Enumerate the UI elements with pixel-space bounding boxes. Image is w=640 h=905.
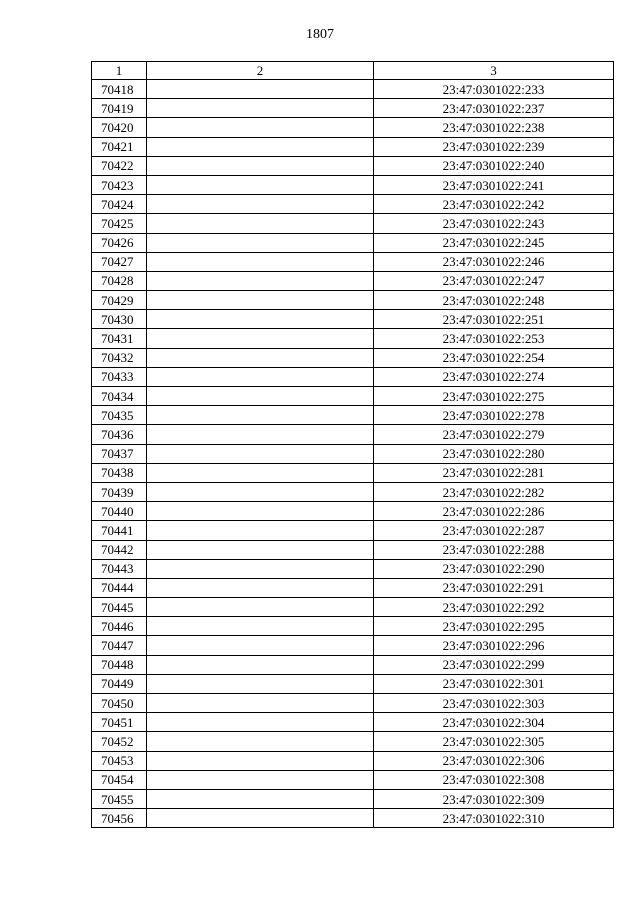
page-number: 1807 — [306, 27, 334, 42]
table-row — [92, 195, 614, 214]
cadastral-number-cell: 23:47:0301022:279 — [374, 425, 614, 444]
column-2-cell — [147, 156, 374, 175]
row-number-cell: 70446 — [92, 617, 147, 636]
column-2-cell — [147, 99, 374, 118]
row-number-cell: 70436 — [92, 425, 147, 444]
column-2-cell — [147, 713, 374, 732]
cadastral-number-cell: 23:47:0301022:281 — [374, 463, 614, 482]
table-row — [92, 598, 614, 617]
column-2-cell — [147, 137, 374, 156]
cadastral-number-cell: 23:47:0301022:295 — [374, 617, 614, 636]
row-number-cell: 70429 — [92, 291, 147, 310]
cadastral-number-cell: 23:47:0301022:242 — [374, 195, 614, 214]
column-2-cell — [147, 578, 374, 597]
table-row — [92, 770, 614, 789]
column-2-cell — [147, 80, 374, 99]
cadastral-number-cell: 23:47:0301022:304 — [374, 713, 614, 732]
column-2-cell — [147, 348, 374, 367]
row-number-cell: 70451 — [92, 713, 147, 732]
row-number-cell: 70450 — [92, 694, 147, 713]
row-number-cell: 70430 — [92, 310, 147, 329]
table-row — [92, 271, 614, 290]
row-number-cell: 70431 — [92, 329, 147, 348]
column-2-cell — [147, 463, 374, 482]
row-number-cell: 70441 — [92, 521, 147, 540]
cadastral-number-cell: 23:47:0301022:239 — [374, 137, 614, 156]
table-row — [92, 674, 614, 693]
row-number-cell: 70448 — [92, 655, 147, 674]
table-body — [92, 80, 614, 828]
table-row — [92, 444, 614, 463]
cadastral-number-cell: 23:47:0301022:309 — [374, 789, 614, 808]
cadastral-number-cell: 23:47:0301022:238 — [374, 118, 614, 137]
table-row — [92, 482, 614, 501]
table-row — [92, 463, 614, 482]
column-2-cell — [147, 809, 374, 828]
table-row — [92, 636, 614, 655]
column-2-cell — [147, 617, 374, 636]
table-row — [92, 809, 614, 828]
row-number-cell: 70440 — [92, 502, 147, 521]
table-row — [92, 175, 614, 194]
row-number-cell: 70447 — [92, 636, 147, 655]
header-row — [92, 62, 614, 80]
cadastral-number-cell: 23:47:0301022:247 — [374, 271, 614, 290]
row-number-cell: 70454 — [92, 770, 147, 789]
cadastral-number-cell: 23:47:0301022:251 — [374, 310, 614, 329]
cadastral-number-cell: 23:47:0301022:305 — [374, 732, 614, 751]
cadastral-number-cell: 23:47:0301022:233 — [374, 80, 614, 99]
table-row — [92, 751, 614, 770]
column-2-cell — [147, 214, 374, 233]
row-number-cell: 70455 — [92, 789, 147, 808]
table-row — [92, 329, 614, 348]
row-number-cell: 70445 — [92, 598, 147, 617]
row-number-cell: 70420 — [92, 118, 147, 137]
cadastral-number-cell: 23:47:0301022:253 — [374, 329, 614, 348]
row-number-cell: 70437 — [92, 444, 147, 463]
column-2-cell — [147, 425, 374, 444]
cadastral-number-cell: 23:47:0301022:274 — [374, 367, 614, 386]
table-header — [92, 62, 614, 80]
column-header-1: 1 — [92, 62, 147, 80]
row-number-cell: 70432 — [92, 348, 147, 367]
column-2-cell — [147, 636, 374, 655]
row-number-cell: 70422 — [92, 156, 147, 175]
row-number-cell: 70435 — [92, 406, 147, 425]
cadastral-number-cell: 23:47:0301022:278 — [374, 406, 614, 425]
cadastral-number-cell: 23:47:0301022:237 — [374, 99, 614, 118]
cadastral-number-cell: 23:47:0301022:288 — [374, 540, 614, 559]
table-row — [92, 521, 614, 540]
row-number-cell: 70449 — [92, 674, 147, 693]
row-number-cell: 70443 — [92, 559, 147, 578]
row-number-cell: 70424 — [92, 195, 147, 214]
column-2-cell — [147, 674, 374, 693]
cadastral-number-cell: 23:47:0301022:291 — [374, 578, 614, 597]
column-2-cell — [147, 521, 374, 540]
table-row — [92, 617, 614, 636]
column-2-cell — [147, 559, 374, 578]
table-row — [92, 137, 614, 156]
table-row — [92, 655, 614, 674]
cadastral-number-cell: 23:47:0301022:287 — [374, 521, 614, 540]
column-2-cell — [147, 252, 374, 271]
row-number-cell: 70434 — [92, 387, 147, 406]
row-number-cell: 70452 — [92, 732, 147, 751]
cadastral-number-cell: 23:47:0301022:282 — [374, 482, 614, 501]
column-2-cell — [147, 118, 374, 137]
table-row — [92, 99, 614, 118]
row-number-cell: 70438 — [92, 463, 147, 482]
table-row — [92, 713, 614, 732]
column-2-cell — [147, 751, 374, 770]
table-row — [92, 559, 614, 578]
table-row — [92, 694, 614, 713]
table-row — [92, 233, 614, 252]
cadastral-number-cell: 23:47:0301022:310 — [374, 809, 614, 828]
cadastral-number-cell: 23:47:0301022:296 — [374, 636, 614, 655]
cadastral-number-cell: 23:47:0301022:306 — [374, 751, 614, 770]
column-2-cell — [147, 598, 374, 617]
table-row — [92, 789, 614, 808]
table-row — [92, 502, 614, 521]
column-2-cell — [147, 406, 374, 425]
row-number-cell: 70427 — [92, 252, 147, 271]
table-row — [92, 118, 614, 137]
table-row — [92, 252, 614, 271]
table-row — [92, 156, 614, 175]
column-2-cell — [147, 770, 374, 789]
column-2-cell — [147, 310, 374, 329]
column-header-3: 3 — [374, 62, 614, 80]
table-row — [92, 348, 614, 367]
cadastral-number-cell: 23:47:0301022:290 — [374, 559, 614, 578]
table-row — [92, 367, 614, 386]
column-2-cell — [147, 540, 374, 559]
column-2-cell — [147, 367, 374, 386]
row-number-cell: 70426 — [92, 233, 147, 252]
row-number-cell: 70442 — [92, 540, 147, 559]
table-row — [92, 80, 614, 99]
row-number-cell: 70428 — [92, 271, 147, 290]
table-row — [92, 578, 614, 597]
column-2-cell — [147, 291, 374, 310]
cadastral-number-cell: 23:47:0301022:303 — [374, 694, 614, 713]
column-2-cell — [147, 195, 374, 214]
column-2-cell — [147, 329, 374, 348]
row-number-cell: 70419 — [92, 99, 147, 118]
registry-table — [91, 61, 614, 828]
cadastral-number-cell: 23:47:0301022:299 — [374, 655, 614, 674]
cadastral-number-cell: 23:47:0301022:241 — [374, 175, 614, 194]
cadastral-number-cell: 23:47:0301022:245 — [374, 233, 614, 252]
column-2-cell — [147, 482, 374, 501]
column-2-cell — [147, 789, 374, 808]
row-number-cell: 70418 — [92, 80, 147, 99]
cadastral-number-cell: 23:47:0301022:246 — [374, 252, 614, 271]
cadastral-number-cell: 23:47:0301022:280 — [374, 444, 614, 463]
table-row — [92, 310, 614, 329]
row-number-cell: 70453 — [92, 751, 147, 770]
table-row — [92, 214, 614, 233]
table-row — [92, 291, 614, 310]
cadastral-number-cell: 23:47:0301022:240 — [374, 156, 614, 175]
table-row — [92, 732, 614, 751]
column-2-cell — [147, 387, 374, 406]
column-2-cell — [147, 732, 374, 751]
column-2-cell — [147, 175, 374, 194]
table-row — [92, 387, 614, 406]
row-number-cell: 70421 — [92, 137, 147, 156]
cadastral-number-cell: 23:47:0301022:275 — [374, 387, 614, 406]
column-2-cell — [147, 444, 374, 463]
column-2-cell — [147, 502, 374, 521]
row-number-cell: 70425 — [92, 214, 147, 233]
cadastral-number-cell: 23:47:0301022:301 — [374, 674, 614, 693]
column-2-cell — [147, 694, 374, 713]
cadastral-number-cell: 23:47:0301022:248 — [374, 291, 614, 310]
row-number-cell: 70439 — [92, 482, 147, 501]
cadastral-number-cell: 23:47:0301022:254 — [374, 348, 614, 367]
column-2-cell — [147, 271, 374, 290]
column-2-cell — [147, 655, 374, 674]
row-number-cell: 70456 — [92, 809, 147, 828]
cadastral-number-cell: 23:47:0301022:286 — [374, 502, 614, 521]
table-row — [92, 425, 614, 444]
table-row — [92, 540, 614, 559]
column-2-cell — [147, 233, 374, 252]
column-header-2: 2 — [147, 62, 374, 80]
row-number-cell: 70444 — [92, 578, 147, 597]
cadastral-number-cell: 23:47:0301022:308 — [374, 770, 614, 789]
cadastral-number-cell: 23:47:0301022:292 — [374, 598, 614, 617]
row-number-cell: 70423 — [92, 175, 147, 194]
row-number-cell: 70433 — [92, 367, 147, 386]
table-row — [92, 406, 614, 425]
cadastral-number-cell: 23:47:0301022:243 — [374, 214, 614, 233]
